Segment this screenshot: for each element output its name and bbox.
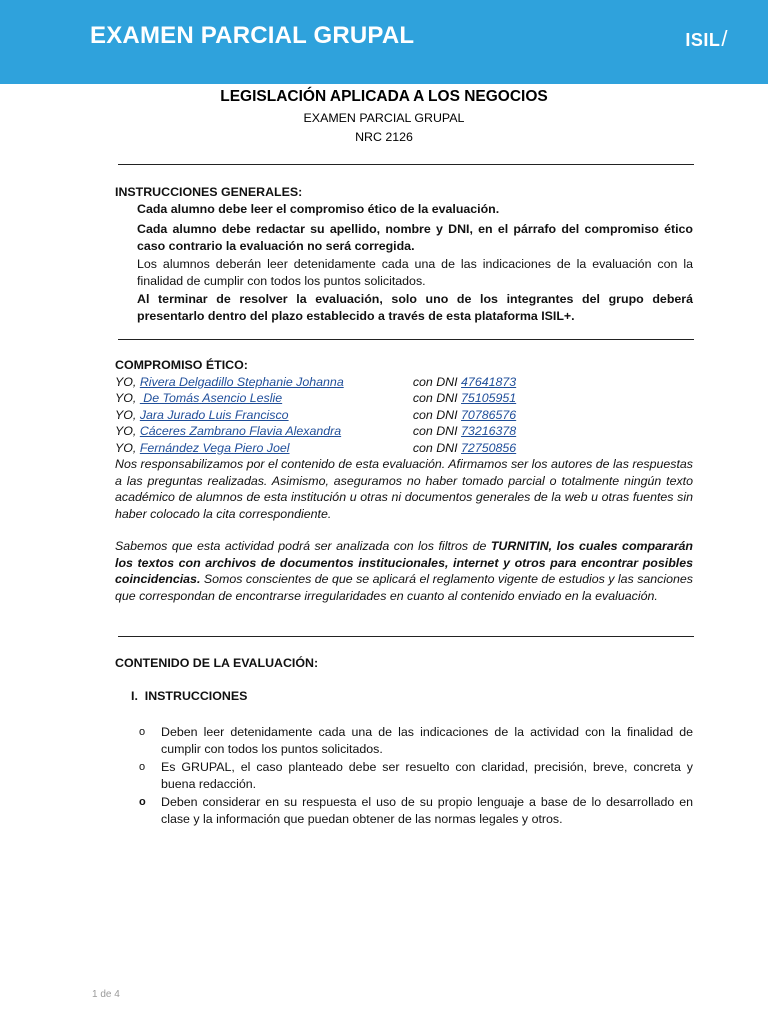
turnitin-paragraph: Sabemos que esta actividad podrá ser analizada con los filtros de TURNITIN, los cuales compararán los textos con archivos de documentos institucionales, internet y otros para encontrar posibles coincidencias. Somos conscientes de que se aplicará el reglamento vigente de estudios y las sanciones que correspondan de encontrarse irregularidades en cuanto al contenido enviado en la evaluación. — [115, 539, 693, 603]
isil-logo — [685, 26, 728, 52]
section-heading: I. INSTRUCCIONES — [131, 688, 248, 703]
student-row: YO, Rivera Delgadillo Stephanie Johanna con DNI 47641873 — [115, 374, 517, 389]
instruction-item: Cada alumno debe leer el compromiso ético de la evaluación. — [137, 201, 500, 216]
student-dni: 70786576 — [461, 407, 517, 422]
student-name: Cáceres Zambrano Flavia Alexandra — [139, 424, 342, 438]
divider — [118, 339, 694, 340]
student-row: YO, Jara Jurado Luis Francisco con DNI 70786576 — [115, 407, 517, 422]
student-row: YO, Cáceres Zambrano Flavia Alexandra con DNI 73216378 — [115, 424, 517, 438]
student-dni: 75105951 — [461, 391, 517, 405]
student-name: De Tomás Asencio Leslie — [139, 391, 283, 405]
evaluation-content — [115, 655, 693, 827]
student-dni: 72750856 — [461, 440, 517, 455]
content-item: o Deben considerar en su respuesta el uso de su propio lenguaje a base de lo desarrollado en clase y la información que puedan obtener de las normas legales y otros. — [115, 794, 693, 827]
logo-mark: / — [721, 26, 728, 51]
sub-bullet: o — [139, 796, 146, 808]
ethics-title: COMPROMISO ÉTICO: — [115, 358, 248, 372]
page-number: 1 de 4 — [92, 989, 120, 1000]
divider — [118, 164, 694, 165]
logo-text: ISIL — [685, 30, 721, 50]
content-item: o Es GRUPAL, el caso planteado debe ser resuelto con claridad, precisión, breve, concreta y buena redacción. — [115, 759, 693, 792]
divider — [118, 636, 694, 637]
student-name: Jara Jurado Luis Francisco — [139, 407, 289, 422]
student-name: Fernández Vega Piero Joel — [139, 440, 290, 455]
ethics-commitment — [115, 357, 693, 604]
instruction-item: Al terminar de resolver la evaluación, solo uno de los integrantes del grupo deberá presentarlo dentro del plazo establecido a través de esta plataforma ISIL+. — [137, 292, 693, 323]
sub-bullet: o — [139, 761, 146, 773]
student-row: YO, De Tomás Asencio Leslie con DNI 75105951 — [115, 391, 517, 405]
student-name: Rivera Delgadillo Stephanie Johanna — [139, 374, 344, 389]
sub-bullet: o — [139, 726, 146, 738]
nrc-code: NRC 2126 — [355, 130, 413, 144]
instruction-item: Cada alumno debe redactar su apellido, nombre y DNI, en el párrafo del compromiso ético caso contrario la evaluación no será corregida. — [137, 222, 693, 253]
header-banner — [0, 0, 768, 84]
exam-subtitle: EXAMEN PARCIAL GRUPAL — [303, 111, 465, 125]
content-item: o Deben leer detenidamente cada una de las indicaciones de la actividad con la finalidad de cumplir con todos los puntos solicitados. — [115, 724, 693, 757]
instructions-title: INSTRUCCIONES GENERALES: — [115, 185, 303, 199]
content-title: CONTENIDO DE LA EVALUACIÓN: — [115, 656, 319, 670]
course-title: LEGISLACIÓN APLICADA A LOS NEGOCIOS — [220, 88, 548, 105]
student-dni: 73216378 — [461, 424, 517, 438]
student-row: YO, Fernández Vega Piero Joel con DNI 72750856 — [115, 440, 517, 455]
responsibility-paragraph: Nos responsabilizamos por el contenido de esta evaluación. Afirmamos ser los autores de las respuestas a las preguntas realizadas. Asimismo, aseguramos no haber tomado parcial o totalmente ningún texto académico de alumnos de esta institución u otras ni documentos generales de la web u otras fuentes sin haber colocado la cita correspondiente. — [115, 457, 693, 521]
general-instructions — [115, 184, 693, 324]
banner-title: EXAMEN PARCIAL GRUPAL — [90, 22, 415, 49]
instruction-item: Los alumnos deberán leer detenidamente cada una de las indicaciones de la evaluación con la finalidad de cumplir con todos los puntos solicitados. — [137, 257, 693, 288]
student-dni: 47641873 — [461, 374, 517, 389]
